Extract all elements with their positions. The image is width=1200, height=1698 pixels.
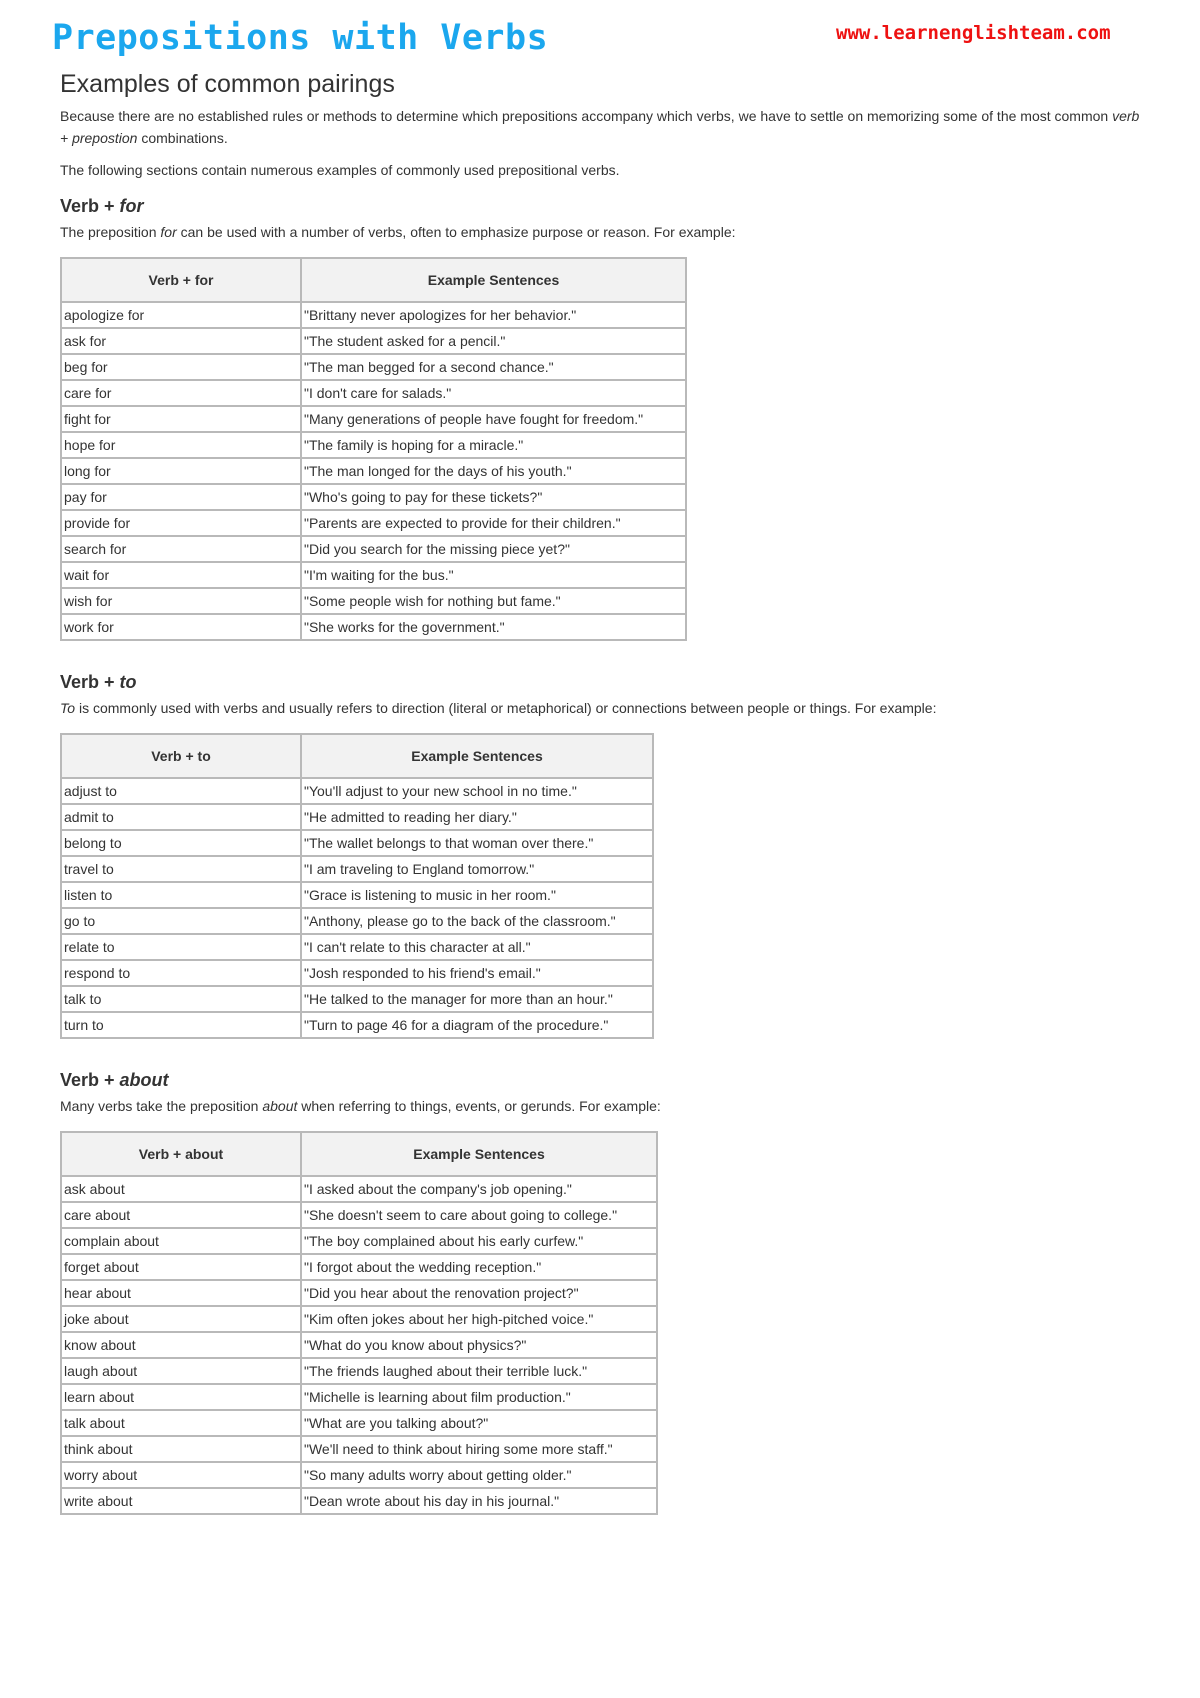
example-cell: "I can't relate to this character at all." [301, 934, 653, 960]
table-row [61, 354, 686, 380]
table-row [61, 986, 653, 1012]
example-cell: "The family is hoping for a miracle." [301, 432, 686, 458]
intro-paragraph: Because there are no established rules or methods to determine which prepositions accompany which verbs, we have to settle on memorizing some of the most common verb + prepostion combinations. [60, 108, 1140, 146]
verb-cell: hope for [61, 432, 301, 458]
example-cell: "What are you talking about?" [301, 1410, 657, 1436]
example-cell: "Kim often jokes about her high-pitched voice." [301, 1306, 657, 1332]
verb-cell: work for [61, 614, 301, 640]
table-row [61, 406, 686, 432]
table-row [61, 614, 686, 640]
table-row [61, 1012, 653, 1038]
verb-cell: pay for [61, 484, 301, 510]
document-body [60, 70, 1150, 1515]
example-cell: "Anthony, please go to the back of the classroom." [301, 908, 653, 934]
example-cell: "The wallet belongs to that woman over there." [301, 830, 653, 856]
verb-cell: care for [61, 380, 301, 406]
table-row [61, 510, 686, 536]
verb-cell: belong to [61, 830, 301, 856]
verb-cell: apologize for [61, 302, 301, 328]
example-cell: "The man longed for the days of his youth." [301, 458, 686, 484]
verb-cell: search for [61, 536, 301, 562]
column-header-verb: Verb + about [61, 1132, 301, 1176]
verb-cell: laugh about [61, 1358, 301, 1384]
table-row [61, 1202, 657, 1228]
verb-cell: forget about [61, 1254, 301, 1280]
table-row [61, 882, 653, 908]
verb-cell: fight for [61, 406, 301, 432]
example-cell: "Josh responded to his friend's email." [301, 960, 653, 986]
table-row [61, 1436, 657, 1462]
example-cell: "The man begged for a second chance." [301, 354, 686, 380]
verb-cell: think about [61, 1436, 301, 1462]
verb-cell: write about [61, 1488, 301, 1514]
example-cell: "Many generations of people have fought for freedom." [301, 406, 686, 432]
example-cell: "Turn to page 46 for a diagram of the procedure." [301, 1012, 653, 1038]
example-cell: "She works for the government." [301, 614, 686, 640]
example-cell: "I don't care for salads." [301, 380, 686, 406]
description-verb-about: Many verbs take the preposition about when referring to things, events, or gerunds. For example: [60, 1098, 661, 1114]
document-title: Prepositions with Verbs [52, 18, 549, 58]
example-cell: "The student asked for a pencil." [301, 328, 686, 354]
table-row [61, 1228, 657, 1254]
heading-verb-to: Verb + to [60, 672, 137, 692]
example-cell: "We'll need to think about hiring some more staff." [301, 1436, 657, 1462]
verb-cell: adjust to [61, 778, 301, 804]
table-row [61, 1306, 657, 1332]
verb-cell: joke about [61, 1306, 301, 1332]
table-row [61, 1462, 657, 1488]
heading-verb-for: Verb + for [60, 196, 144, 216]
section-title: Examples of common pairings [60, 70, 395, 98]
verb-cell: wish for [61, 588, 301, 614]
verb-cell: hear about [61, 1280, 301, 1306]
verb-cell: talk to [61, 986, 301, 1012]
table-verb-to [60, 733, 654, 1039]
example-cell: "She doesn't seem to care about going to college." [301, 1202, 657, 1228]
description-verb-for: The preposition for can be used with a number of verbs, often to emphasize purpose or reason. For example: [60, 224, 736, 240]
table-row [61, 1488, 657, 1514]
table-header-row [61, 734, 653, 778]
verb-cell: care about [61, 1202, 301, 1228]
column-header-examples: Example Sentences [301, 734, 653, 778]
example-cell: "I am traveling to England tomorrow." [301, 856, 653, 882]
table-row [61, 536, 686, 562]
table-row [61, 432, 686, 458]
table-row [61, 1280, 657, 1306]
example-cell: "Who's going to pay for these tickets?" [301, 484, 686, 510]
example-cell: "Brittany never apologizes for her behavior." [301, 302, 686, 328]
example-cell: "He admitted to reading her diary." [301, 804, 653, 830]
table-row [61, 1358, 657, 1384]
verb-cell: worry about [61, 1462, 301, 1488]
table-row [61, 804, 653, 830]
column-header-examples: Example Sentences [301, 1132, 657, 1176]
example-cell: "Some people wish for nothing but fame." [301, 588, 686, 614]
table-row [61, 458, 686, 484]
verb-cell: long for [61, 458, 301, 484]
column-header-verb: Verb + to [61, 734, 301, 778]
example-cell: "Did you search for the missing piece yet?" [301, 536, 686, 562]
table-row [61, 960, 653, 986]
example-cell: "He talked to the manager for more than an hour." [301, 986, 653, 1012]
example-cell: "Grace is listening to music in her room." [301, 882, 653, 908]
verb-cell: ask for [61, 328, 301, 354]
verb-cell: go to [61, 908, 301, 934]
verb-cell: turn to [61, 1012, 301, 1038]
example-cell: "I asked about the company's job opening." [301, 1176, 657, 1202]
table-row [61, 588, 686, 614]
column-header-verb: Verb + for [61, 258, 301, 302]
example-cell: "You'll adjust to your new school in no time." [301, 778, 653, 804]
table-row [61, 328, 686, 354]
verb-cell: talk about [61, 1410, 301, 1436]
table-verb-for [60, 257, 687, 641]
verb-cell: learn about [61, 1384, 301, 1410]
table-row [61, 562, 686, 588]
column-header-examples: Example Sentences [301, 258, 686, 302]
verb-cell: beg for [61, 354, 301, 380]
table-row [61, 302, 686, 328]
example-cell: "Dean wrote about his day in his journal." [301, 1488, 657, 1514]
example-cell: "So many adults worry about getting older." [301, 1462, 657, 1488]
table-row [61, 1384, 657, 1410]
heading-verb-about: Verb + about [60, 1070, 169, 1090]
verb-cell: admit to [61, 804, 301, 830]
table-row [61, 380, 686, 406]
example-cell: "Parents are expected to provide for their children." [301, 510, 686, 536]
intro-paragraph-2: The following sections contain numerous examples of commonly used prepositional verbs. [60, 162, 620, 178]
table-row [61, 1176, 657, 1202]
verb-cell: ask about [61, 1176, 301, 1202]
table-row [61, 484, 686, 510]
verb-cell: know about [61, 1332, 301, 1358]
example-cell: "Did you hear about the renovation project?" [301, 1280, 657, 1306]
table-row [61, 1254, 657, 1280]
example-cell: "What do you know about physics?" [301, 1332, 657, 1358]
table-verb-about [60, 1131, 658, 1515]
example-cell: "The friends laughed about their terrible luck." [301, 1358, 657, 1384]
table-header-row [61, 258, 686, 302]
verb-cell: wait for [61, 562, 301, 588]
table-row [61, 830, 653, 856]
table-row [61, 1332, 657, 1358]
example-cell: "The boy complained about his early curfew." [301, 1228, 657, 1254]
example-cell: "I'm waiting for the bus." [301, 562, 686, 588]
table-row [61, 1410, 657, 1436]
verb-cell: listen to [61, 882, 301, 908]
website-link[interactable]: www.learnenglishteam.com [836, 22, 1111, 44]
verb-cell: complain about [61, 1228, 301, 1254]
example-cell: "Michelle is learning about film production." [301, 1384, 657, 1410]
table-header-row [61, 1132, 657, 1176]
table-row [61, 934, 653, 960]
description-verb-to: To is commonly used with verbs and usually refers to direction (literal or metaphorical) or connections between people or things. For example: [60, 700, 937, 716]
table-row [61, 778, 653, 804]
table-row [61, 908, 653, 934]
verb-cell: travel to [61, 856, 301, 882]
verb-cell: provide for [61, 510, 301, 536]
verb-cell: relate to [61, 934, 301, 960]
example-cell: "I forgot about the wedding reception." [301, 1254, 657, 1280]
verb-cell: respond to [61, 960, 301, 986]
table-row [61, 856, 653, 882]
